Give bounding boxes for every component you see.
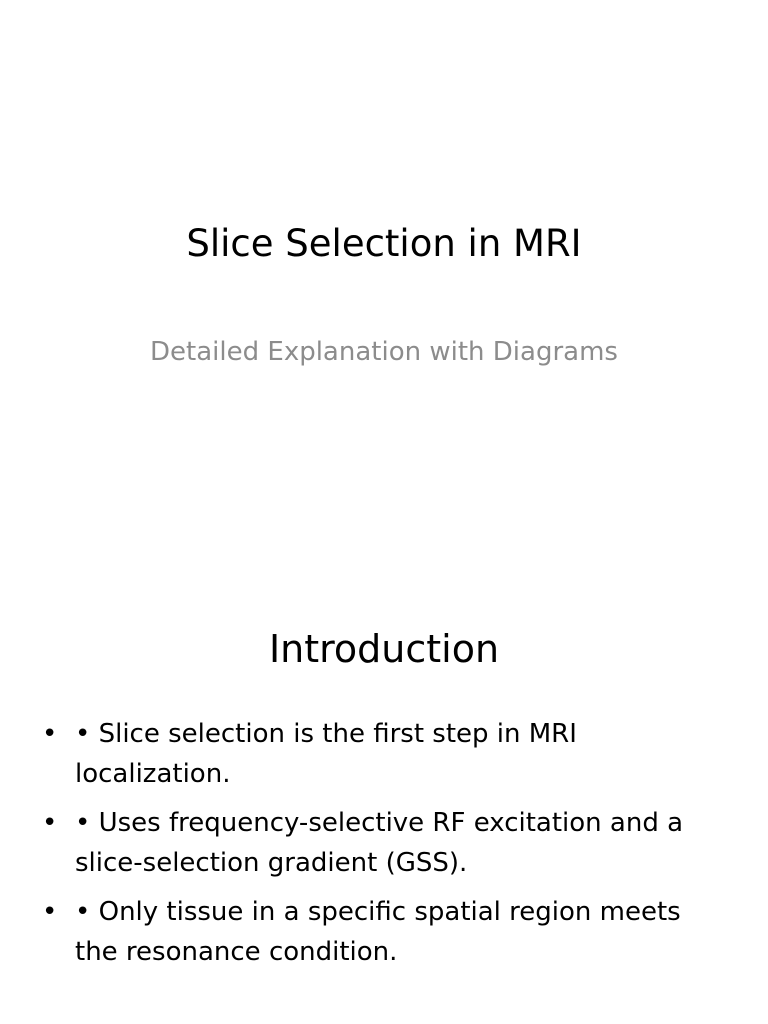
introduction-slide xyxy=(0,576,768,1024)
bullet-list xyxy=(0,714,768,981)
slide-subtitle: Detailed Explanation with Diagrams xyxy=(150,337,618,367)
bullet-text: • Slice selection is the first step in MRI localization. xyxy=(75,719,577,789)
list-item xyxy=(0,892,768,972)
list-item xyxy=(0,803,768,883)
bullet-text: • Only tissue in a specific spatial region meets the resonance condition. xyxy=(75,897,681,967)
bullet-marker: • xyxy=(42,808,58,838)
bullet-marker: • xyxy=(42,897,58,927)
slide-title: Slice Selection in MRI xyxy=(186,222,582,265)
bullet-marker: • xyxy=(42,719,58,749)
list-item xyxy=(0,714,768,794)
intro-heading: Introduction xyxy=(268,627,500,671)
bullet-text: • Uses frequency-selective RF excitation and a slice-selection gradient (GSS). xyxy=(75,808,684,878)
